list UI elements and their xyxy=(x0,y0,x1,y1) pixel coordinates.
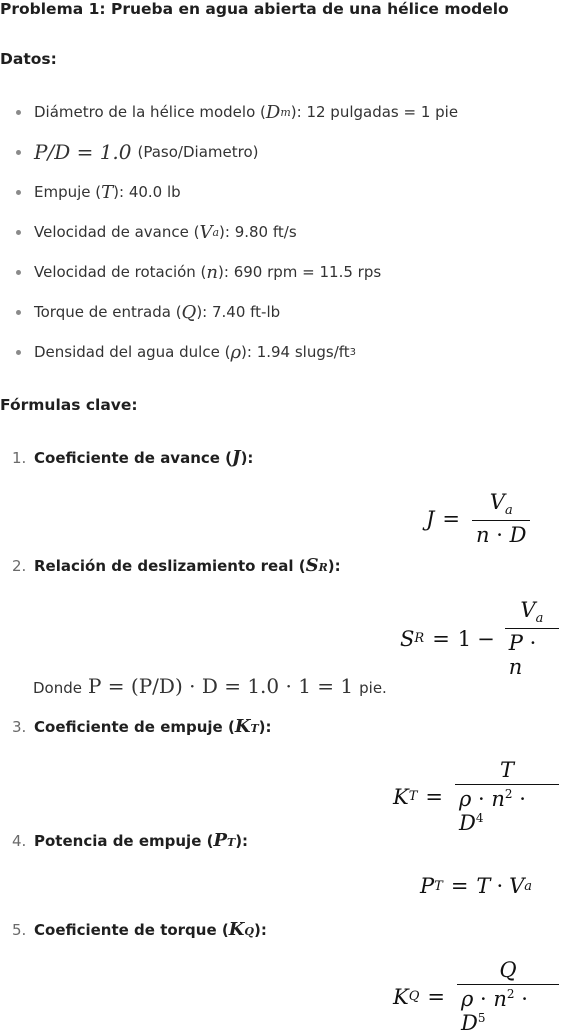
advance-speed-symbol: V xyxy=(199,221,213,243)
rotation-speed-label: Velocidad de rotación ( xyxy=(34,263,207,281)
pitch-ratio-math: P/D = 1.0 xyxy=(34,140,132,164)
thrust-symbol: T xyxy=(101,181,114,203)
item-label: Coeficiente de avance ( xyxy=(34,449,233,467)
formula-item-torque-coefficient xyxy=(12,919,267,940)
item-symbol: P xyxy=(213,830,227,851)
item-number: 2. xyxy=(12,557,27,575)
pitch-ratio-note: (Paso/Diametro) xyxy=(137,143,259,161)
list-item-advance-speed xyxy=(16,220,297,244)
formulas-heading: Fórmulas clave: xyxy=(0,396,138,414)
item-number: 3. xyxy=(12,718,27,736)
item-label: Coeficiente de torque ( xyxy=(34,921,229,939)
density-label: Densidad del agua dulce ( xyxy=(34,343,231,361)
diameter-label: Diámetro de la hélice modelo ( xyxy=(34,103,266,121)
equation-real-slip: S R = 1 − $\frac{V_a}{P \cdot n}$ xyxy=(400,598,563,679)
advance-speed-subscript: a xyxy=(212,225,220,239)
bullet-icon xyxy=(16,310,21,315)
advance-speed-value: ): 9.80 ft/s xyxy=(219,223,297,241)
thrust-value: ): 40.0 lb xyxy=(113,183,181,201)
diameter-symbol: D xyxy=(265,101,281,123)
torque-label: Torque de entrada ( xyxy=(34,303,182,321)
item-number: 4. xyxy=(12,832,27,850)
diameter-value: ): 12 pulgadas = 1 pie xyxy=(290,103,459,121)
list-item-diameter xyxy=(16,100,458,124)
list-item-torque xyxy=(16,300,280,324)
rotation-speed-symbol: n xyxy=(206,261,219,283)
item-subscript: Q xyxy=(244,925,254,938)
list-item-pitch-ratio xyxy=(16,140,258,164)
item-close: ): xyxy=(235,832,249,850)
item-symbol: K xyxy=(234,716,251,737)
torque-symbol: Q xyxy=(181,301,197,323)
item-symbol: K xyxy=(228,919,245,940)
item-symbol: S xyxy=(305,555,319,576)
diameter-subscript: m xyxy=(280,105,291,119)
donde-math: P = (P/D) · D = 1.0 · 1 = 1 xyxy=(87,674,354,698)
bullet-icon xyxy=(16,150,21,155)
item-label: Potencia de empuje ( xyxy=(34,832,214,850)
torque-value: ): 7.40 ft-lb xyxy=(196,303,281,321)
item-number: 1. xyxy=(12,449,27,467)
item-number: 5. xyxy=(12,921,27,939)
item-close: ): xyxy=(327,557,341,575)
density-exponent: 3 xyxy=(349,346,357,358)
formula-item-real-slip xyxy=(12,555,341,576)
donde-unit: pie. xyxy=(359,679,387,697)
density-value: ): 1.94 slugs/ft xyxy=(241,343,350,361)
formula-item-thrust-coefficient xyxy=(12,716,272,737)
item-subscript: T xyxy=(227,836,236,849)
item-label: Coeficiente de empuje ( xyxy=(34,718,235,736)
thrust-label: Empuje ( xyxy=(34,183,102,201)
bullet-icon xyxy=(16,110,21,115)
advance-speed-label: Velocidad de avance ( xyxy=(34,223,200,241)
problem-title: Problema 1: Prueba en agua abierta de una hélice modelo xyxy=(0,0,509,18)
equation-advance-coefficient: J = $\frac{V_a}{n \cdot D}$ xyxy=(426,490,534,547)
item-label: Relación de deslizamiento real ( xyxy=(34,557,306,575)
equation-torque-coefficient: K Q = $\frac{Q}{\rho \cdot n^2 \cdot D^5}$ xyxy=(393,958,563,1035)
formula-item-advance-coefficient xyxy=(12,447,253,468)
item-subscript: T xyxy=(250,722,259,735)
list-item-rotation-speed xyxy=(16,260,381,284)
item-symbol: J xyxy=(232,447,241,468)
bullet-icon xyxy=(16,350,21,355)
datos-heading: Datos: xyxy=(0,50,57,68)
list-item-thrust xyxy=(16,180,181,204)
item-close: ): xyxy=(253,921,267,939)
item-subscript: R xyxy=(318,561,328,574)
rotation-speed-value: ): 690 rpm = 11.5 rps xyxy=(218,263,382,281)
item-close: ): xyxy=(258,718,272,736)
donde-label: Donde xyxy=(33,679,82,697)
donde-note xyxy=(33,674,387,698)
list-item-density xyxy=(16,340,356,364)
equation-thrust-coefficient: K T = $\frac{T}{\rho \cdot n^2 \cdot D^4}$ xyxy=(393,758,563,835)
equation-thrust-power: P T = T · V a xyxy=(420,874,533,898)
item-close: ): xyxy=(240,449,254,467)
formula-item-thrust-power xyxy=(12,830,248,851)
bullet-icon xyxy=(16,190,21,195)
bullet-icon xyxy=(16,230,21,235)
bullet-icon xyxy=(16,270,21,275)
density-symbol: ρ xyxy=(230,341,242,363)
